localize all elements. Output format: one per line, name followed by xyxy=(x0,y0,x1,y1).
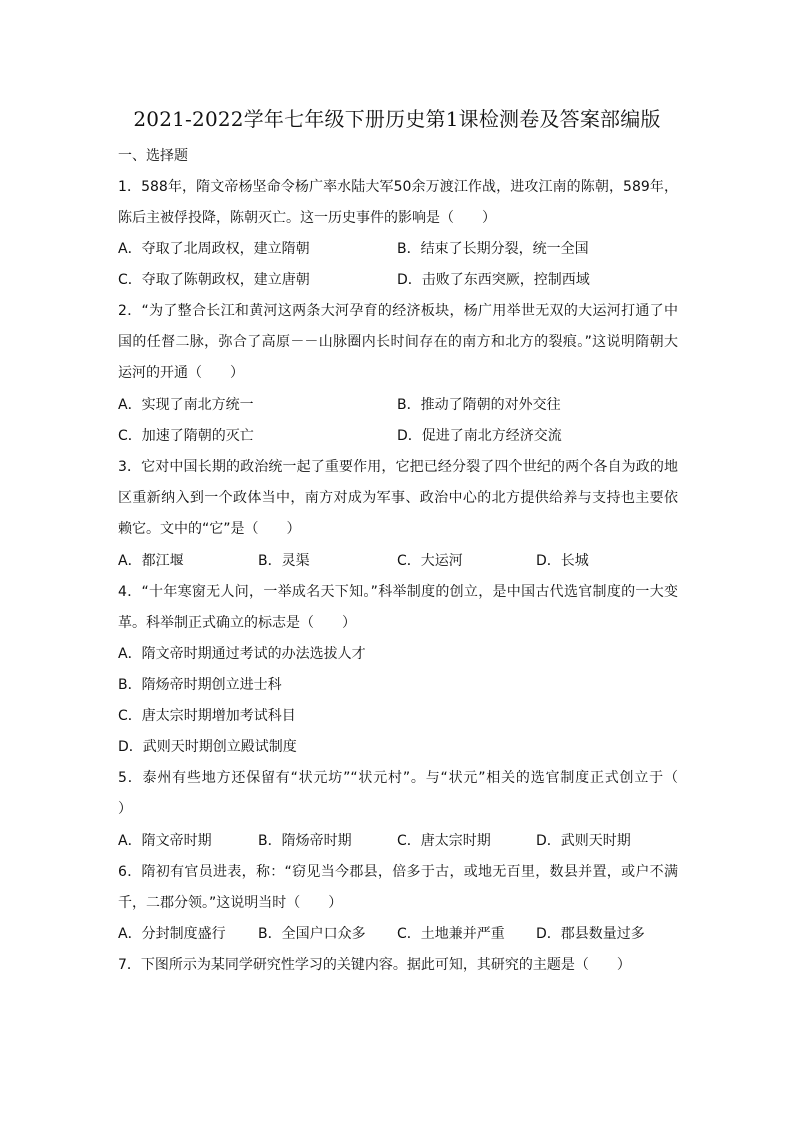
question-2-line-1: 2．“为了整合长江和黄河这两条大河孕育的经济板块，杨广用举世无双的大运河打通了中 xyxy=(118,303,678,319)
question-6-option-a: A．分封制度盛行 xyxy=(118,926,226,942)
question-1-option-b: B．结束了长期分裂，统一全国 xyxy=(397,241,589,257)
question-2-option-a: A．实现了南北方统一 xyxy=(118,397,254,413)
question-1-option-d: D．击败了东西突厥，控制西域 xyxy=(397,272,590,288)
question-7-line-1: 7．下图所示为某同学研究性学习的关键内容。据此可知，其研究的主题是（ ） xyxy=(118,957,631,973)
question-4-option-c: C．唐太宗时期增加考试科目 xyxy=(118,708,296,724)
question-3-line-3: 赖它。文中的“它”是（ ） xyxy=(118,521,301,537)
question-3-option-d: D．长城 xyxy=(536,553,589,569)
question-6-option-d: D．郡县数量过多 xyxy=(536,926,645,942)
question-5-option-d: D．武则天时期 xyxy=(536,833,631,849)
question-3-option-b: B．灵渠 xyxy=(258,553,310,569)
question-5-line-2: ） xyxy=(118,801,132,817)
question-5-option-b: B．隋炀帝时期 xyxy=(258,833,352,849)
question-3-option-a: A．都江堰 xyxy=(118,553,184,569)
question-2-option-b: B．推动了隋朝的对外交往 xyxy=(397,397,561,413)
question-6-line-1: 6．隋初有官员进表，称：“窃见当今郡县，倍多于古，或地无百里，数县并置，或户不满 xyxy=(118,864,678,880)
question-1-line-1: 1．588年，隋文帝杨坚命令杨广率水陆大军50余万渡江作战，进攻江南的陈朝，589年， xyxy=(118,179,678,195)
question-5-option-a: A．隋文帝时期 xyxy=(118,833,212,849)
question-5-option-c: C．唐太宗时期 xyxy=(397,833,491,849)
question-6-option-b: B．全国户口众多 xyxy=(258,926,366,942)
section-heading: 一、选择题 xyxy=(118,148,188,164)
question-1-option-a: A．夺取了北周政权，建立隋朝 xyxy=(118,241,310,257)
question-3-option-c: C．大运河 xyxy=(397,553,463,569)
question-3-line-1: 3．它对中国长期的政治统一起了重要作用，它把已经分裂了四个世纪的两个各自为政的地 xyxy=(118,459,678,475)
question-4-line-1: 4．“十年寒窗无人问，一举成名天下知。”科举制度的创立，是中国古代选官制度的一大变 xyxy=(118,584,678,600)
question-4-option-b: B．隋炀帝时期创立进士科 xyxy=(118,677,282,693)
question-6-line-2: 千，二郡分领。”这说明当时（ ） xyxy=(118,895,343,911)
question-4-line-2: 革。科举制正式确立的标志是（ ） xyxy=(118,615,356,631)
question-4-option-d: D．武则天时期创立殿试制度 xyxy=(118,739,297,755)
question-4-option-a: A．隋文帝时期通过考试的办法选拔人才 xyxy=(118,646,366,662)
question-2-option-d: D．促进了南北方经济交流 xyxy=(397,428,562,444)
question-1-option-c: C．夺取了陈朝政权，建立唐朝 xyxy=(118,272,310,288)
question-2-option-c: C．加速了隋朝的灭亡 xyxy=(118,428,254,444)
question-1-line-2: 陈后主被俘投降，陈朝灭亡。这一历史事件的影响是（ ） xyxy=(118,210,496,226)
question-3-line-2: 区重新纳入到一个政体当中，南方对成为军事、政治中心的北方提供给养与支持也主要依 xyxy=(118,490,678,506)
document-title: 2021-2022学年七年级下册历史第1课检测卷及答案部编版 xyxy=(133,107,661,131)
question-2-line-2: 国的任督二脉，弥合了高原－－山脉圈内长时间存在的南方和北方的裂痕。”这说明隋朝大 xyxy=(118,334,678,350)
question-6-option-c: C．土地兼并严重 xyxy=(397,926,505,942)
question-2-line-3: 运河的开通（ ） xyxy=(118,365,244,381)
question-5-line-1: 5．泰州有些地方还保留有“状元坊”“状元村”。与“状元”相关的选官制度正式创立于（ xyxy=(118,770,678,786)
